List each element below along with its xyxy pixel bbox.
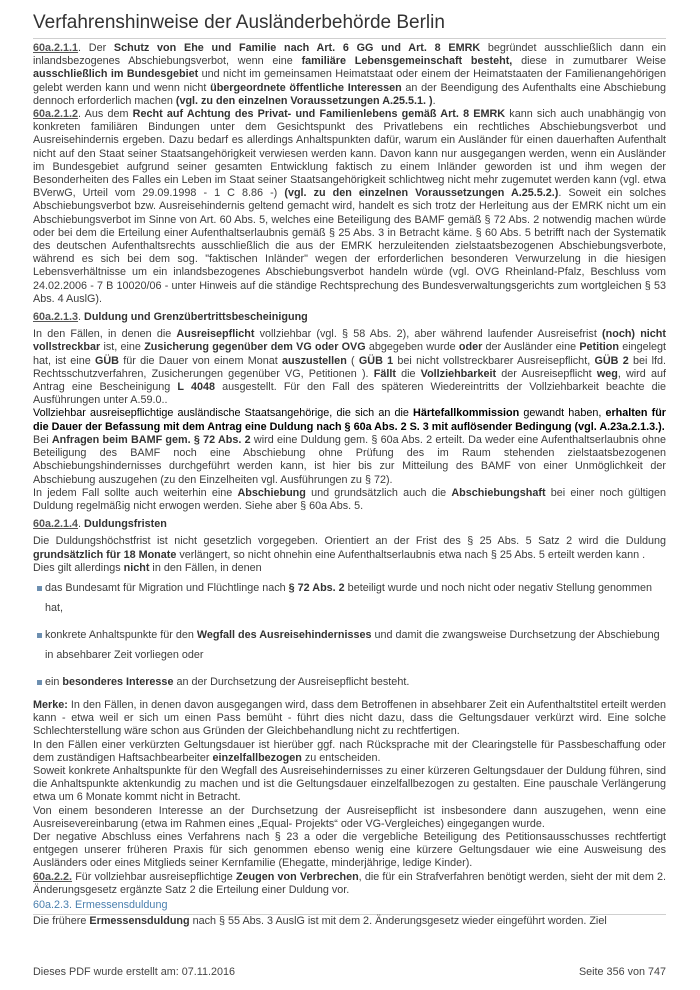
text: Für vollziehbar ausreisepflichtige — [72, 870, 236, 883]
footer-created-date: Dieses PDF wurde erstellt am: 07.11.2016 — [33, 966, 236, 978]
paragraph-ausnahmen — [33, 562, 666, 575]
paragraph-anhaltspunkte: Soweit konkrete Anhaltspunkte für den Wegfall des Ausreisehindernisses zu einer kürzeren Geltungsdauer der Duldung führen, sind die Anhaltspunkte aktenkundig zu machen und ist die Geltungsdauer einzelfallbezogen zu gestalten. Eine pauschale Verlängerung etwa um 6 Monate kommt nicht in Betracht. — [33, 764, 666, 804]
text: Dies gilt allerdings — [33, 561, 124, 574]
bullet-icon — [37, 586, 42, 591]
paragraph-besonderes-interesse: Von einem besonderen Interesse an der Durchsetzung der Ausreisepflicht ist insbesondere dann auszugehen, wenn eine Ausreisevereinbarung (etwa im Rahmen eines „Equal- Projekts“ oder VG-Vergleiches) eingegangen wurde. — [33, 804, 666, 830]
text: . — [78, 311, 85, 324]
paragraph-duldungshoechstfrist — [33, 535, 666, 561]
paragraph-verkuerzte-geltungsdauer — [33, 739, 666, 765]
text: und grundsätzlich auch die — [305, 486, 452, 499]
paragraph-ermessensduldung — [33, 915, 666, 928]
section-heading: Duldungsfristen — [84, 518, 167, 531]
text: kann sich auch unabhängig von konkreten familiären Bindungen unter dem Gesichtspunkt des Privatlebens ein rechtliches Abschiebungsverbot und Ausreisehindernis ergeben. Dazu bedarf es allerdings Anhaltspunkten dafür, warum ein Ausländer für einen dauerhaften Aufenthalt nicht auf den Staat seiner Staatsangehörigkeit verwiesen werden kann. Davon kann nur ausgegangen werden, wenn ein Ausländer im Bundesgebiet aufgrund seiner gesamten Entwicklung faktisch zu einem Inländer geworden ist und ihm wegen der Besonderheiten des Falles ein Leben im Staat seiner Staatsangehörigkeit schlichtweg nicht mehr zugemutet werden kann (vgl. etwa BVerwG, Urteil vom 29.09.1998 - 1 C 8.86 -) — [33, 108, 666, 200]
paragraph-haertefall — [33, 407, 666, 433]
heading-60a-2-1-4 — [33, 518, 666, 531]
text: für die Dauer von einem Monat — [118, 354, 282, 367]
text: beteiligt wurde und noch nicht oder negativ Stellung genommen hat, — [45, 581, 652, 614]
text: verlängert, so nicht ohnehin eine Aufenthaltserlaubnis etwa nach § 25 Abs. 5 erteilt werden kann . — [176, 548, 646, 561]
document-body — [33, 42, 666, 928]
text: ( — [346, 354, 359, 367]
paragraph-bamf — [33, 434, 666, 487]
text: nach § 55 Abs. 3 AuslG ist mit dem 2. Änderungsgesetz wieder eingeführt worden. Ziel — [189, 915, 607, 928]
text: , die für ein Strafverfahren benötigt werden, sieht der mit dem 2. Änderungsgesetz ergänzte Satz 2 die Erteilung einer Duldung vor. — [33, 870, 666, 896]
text: gewandt haben, — [519, 407, 606, 420]
footer-page-number: Seite 356 von 747 — [578, 966, 666, 978]
text: diese in zumutbarer Weise — [512, 55, 666, 68]
list-item — [33, 625, 666, 665]
text: . Der — [78, 42, 114, 54]
section-link[interactable]: 60a.2.1.2 — [33, 108, 79, 121]
text: in den Fällen, in denen — [149, 561, 262, 574]
text: die — [395, 367, 421, 380]
text: der Ausländer eine — [482, 341, 580, 354]
paragraph-merke — [33, 699, 666, 739]
paragraph-60a-2-2 — [33, 871, 666, 897]
paragraph-60a-2-1-1 — [33, 42, 666, 108]
bold-text: familiäre Lebensgemeinschaft besteht, — [301, 55, 513, 68]
text: bei lfd. Rechtsschutzverfahren, Zusicherungen gegenüber VG, Petitionen ). — [33, 354, 667, 380]
text: , wird auf Antrag eine Bescheinigung — [33, 367, 666, 394]
heading-60a-2-1-3 — [33, 311, 666, 324]
text: das Bundesamt für Migration und Flüchtlinge nach — [45, 581, 289, 594]
bullet-list — [33, 578, 666, 692]
text: In jedem Fall sollte auch weiterhin eine — [33, 486, 238, 499]
bold-text: besonderes Interesse — [62, 675, 174, 688]
section-heading-60a-2-3: 60a.2.3. Ermessensduldung — [33, 899, 666, 915]
bold-text: Zusicherung gegenüber dem VG oder OVG — [144, 341, 366, 354]
text: und nicht im gemeinsamen Heimatstaat oder einem der Heimatstaaten der Familienangehörigen gelebt werden kann und wenn nicht — [33, 68, 666, 94]
text: bei nicht vollstreckbarer Ausreisepflicht, — [393, 354, 595, 367]
bold-text: § 72 Abs. 2 — [288, 581, 345, 594]
text: vollziehbar (vgl. § 58 Abs. 2), aber während laufender Ausreisefrist — [254, 328, 603, 341]
text: wird eine Duldung gem. § 60a Abs. 2 erteilt. Da weder eine Aufenthaltserlaubnis ohne Beteiligung des BAMF noch eine Abschiebung ohne Prüfung des im Raum stehenden zielstaatsbezogenen Abschiebungshindernisses durchgeführt werden kann, ist hier bis zur Mitteilung des BAMF von einer Unmöglichkeit der Abschiebung auszugehen (zu den Einzelheiten vgl. Ausführungen zu § 72). — [33, 433, 666, 486]
list-item — [33, 672, 666, 692]
bold-text: auszustellen — [281, 354, 347, 367]
bold-text: Anfragen beim BAMF gem. § 72 Abs. 2 — [51, 433, 251, 446]
section-heading: Duldung und Grenzübertrittsbescheinigung — [84, 311, 308, 324]
text: und damit die zwangsweise Durchsetzung der Abschiebung in absehbarer Zeit vorliegen oder — [45, 628, 660, 661]
document-page — [33, 12, 666, 928]
text: Bei — [33, 433, 52, 446]
bold-text: (vgl. zu den einzelnen Voraussetzungen A.25.5.2.) — [284, 187, 559, 200]
text: abgegeben wurde — [365, 341, 459, 354]
bold-text: übergeordnete öffentliche Interessen — [210, 81, 402, 94]
bold-text: grundsätzlich für 18 Monate — [33, 548, 177, 561]
text: In den Fällen, in denen die — [33, 328, 177, 341]
bold-text: ausschließlich im Bundesgebiet — [33, 68, 199, 81]
bold-text: Ausreisepflicht — [176, 328, 255, 341]
text: In den Fällen, in denen davon ausgegangen wird, dass dem Betroffenen in absehbarer Zeit ein Aufenthaltstitel erteilt werden kann - etwa weil er sich um einen Pass bemüht - führt dies nicht dazu, dass die Geltungsdauer verkürzt wird. Eine solche Schlechterstellung wäre schon aus Gründen der Gleichbehandlung nicht zu rechtfertigen. — [33, 698, 666, 738]
bold-text: Wegfall des Ausreisehindernisses — [196, 628, 372, 641]
paragraph-ausreisepflicht — [33, 328, 666, 407]
text: begründet ausschließlich dann ein inlandsbezogenes Abschiebungsverbot, wenn eine — [33, 42, 666, 68]
bold-text: einzelfallbezogen — [212, 751, 302, 764]
bold-text: oder — [458, 341, 483, 354]
bold-text: GÜB 1 — [358, 354, 394, 367]
bold-text: Abschiebung — [237, 486, 306, 499]
text: eingelegt hat, ist eine — [33, 341, 667, 367]
text: . — [78, 518, 85, 531]
text: konkrete Anhaltspunkte für den — [45, 628, 197, 641]
text: . Aus dem — [78, 108, 133, 121]
bullet-icon — [37, 633, 42, 638]
bold-text: Zeugen von Verbrechen — [235, 870, 359, 883]
page-footer — [33, 966, 666, 978]
bold-text: L 4048 — [177, 381, 215, 394]
text: . — [432, 94, 436, 107]
bold-text: GÜB — [94, 354, 119, 367]
page-title: Verfahrenshinweise der Ausländerbehörde Berlin — [33, 12, 666, 39]
bold-text: weg — [596, 367, 618, 380]
text: Vollziehbar ausreisepflichtige ausländische Staatsangehörige, die sich an die — [33, 407, 414, 420]
text: In den Fällen einer verkürzten Geltungsdauer ist hierüber ggf. nach Rücksprache mit der Clearingstelle für Passbeschaffung oder dem zuständigen Haftsachbearbeiter — [33, 738, 666, 764]
list-item — [33, 578, 666, 618]
bold-text: Schutz von Ehe und Familie nach Art. 6 GG und Art. 8 EMRK — [113, 42, 481, 54]
bold-text: Petition — [579, 341, 619, 354]
bold-text: erhalten für die Dauer der Befassung mit dem Antrag eine Duldung nach § 60a Abs. 2 S. 3 mit auflösender Bedingung (vgl. A.23a.2.1.3.). — [33, 407, 666, 433]
section-link[interactable]: 60a.2.1.3 — [33, 311, 79, 324]
bold-text: nicht — [123, 561, 150, 574]
bold-text: Vollziehbarkeit — [420, 367, 497, 380]
text: an der Durchsetzung der Ausreisepflicht besteht. — [173, 675, 410, 688]
text: bei einer noch gültigen Duldung regelmäßig nicht erwogen werden. Siehe aber § 60a Abs. 5. — [33, 486, 667, 512]
bold-text: GÜB 2 — [594, 354, 629, 367]
text: an der Beendigung des Aufenthalts eine Abschiebung dennoch erforderlich machen — [33, 81, 666, 107]
paragraph-60a-2-1-2 — [33, 108, 666, 306]
text: ein — [45, 675, 63, 688]
bold-text: Merke: — [33, 698, 68, 711]
bullet-icon — [37, 680, 42, 685]
bold-text: (noch) nicht vollstreckbar — [33, 328, 666, 354]
bold-text: Abschiebungshaft — [451, 486, 546, 499]
text: Die frühere — [33, 915, 90, 928]
text: zu entscheiden. — [301, 751, 381, 764]
section-link[interactable]: 60a.2.1.4 — [33, 518, 79, 531]
text: ist, eine — [100, 341, 145, 354]
text: . Soweit ein solches Abschiebungsverbot bzw. Ausreisehindernis geltend gemacht wird, handelt es sich trotz der Herleitung aus der EMRK nicht um ein Abschiebungsverbot im Sinne von Art. 60 Abs. 5, welches eine Beteiligung des BAMF gemäß § 72 Abs. 2 notwendig machen würde oder bei dem die Erteilung einer Aufenthaltserlaubnis gemäß § 25 Abs. 3 in Betracht käme. § 60 Abs. 5 betrifft nach der Systematik des deutschen Aufenthaltsrechts ausschließlich die aus der EMRK herzuleitenden zielstaatsbezogenen Abschiebungsverbote, während es sich bei dem sog. "faktischen Inländer" wegen der erforderlichen besonderen Verwurzelung in die hiesigen Lebensverhältnisse um ein inlandsbezogenes Abschiebungsverbot handeln würde (vgl. OVG Rheinland-Pfalz, Beschluss vom 24.02.2006 - 7 B 10020/06 - unter Hinweis auf die ständige Rechtsprechung des Bundesverwaltungsgerichts zum wortgleichen § 53 Abs. 4 AuslG). — [33, 187, 666, 305]
text: Die Duldungshöchstfrist ist nicht gesetzlich vorgegeben. Orientiert an der Frist des § 25 Abs. 5 Satz 2 wird die Duldung — [33, 535, 666, 548]
paragraph-negativer-abschluss: Der negative Abschluss eines Verfahrens nach § 23 a oder die vergebliche Beteiligung des Petitionsausschusses rechtfertigt entgegen unserer früheren Praxis für sich genommen ebenso wenig eine kürzere Geltungsdauer wie eine Ausweisung des Ausländers oder eines Mitglieds seiner Kernfamilie (Ehegatte, minderjährige, ledige Kinder). — [33, 830, 666, 870]
bold-text: Fällt — [373, 367, 396, 380]
bold-text: Ermessensduldung — [89, 915, 190, 928]
text: der Ausreisepflicht — [496, 367, 597, 380]
bold-text: (vgl. zu den einzelnen Voraussetzungen A.25.5.1. ) — [175, 94, 433, 107]
section-link[interactable]: 60a.2.1.1 — [33, 42, 79, 54]
section-link[interactable]: 60a.2.2. — [33, 870, 73, 883]
paragraph-abschiebung — [33, 487, 666, 513]
text: ausgestellt. Für den Fall des späteren Wiedereintritts der Vollziehbarkeit beachte die Ausführungen unter A.59.0.. — [33, 381, 666, 407]
bold-text: Recht auf Achtung des Privat- und Familienlebens gemäß Art. 8 EMRK — [132, 108, 506, 121]
bold-text: Härtefallkommission — [413, 407, 520, 420]
